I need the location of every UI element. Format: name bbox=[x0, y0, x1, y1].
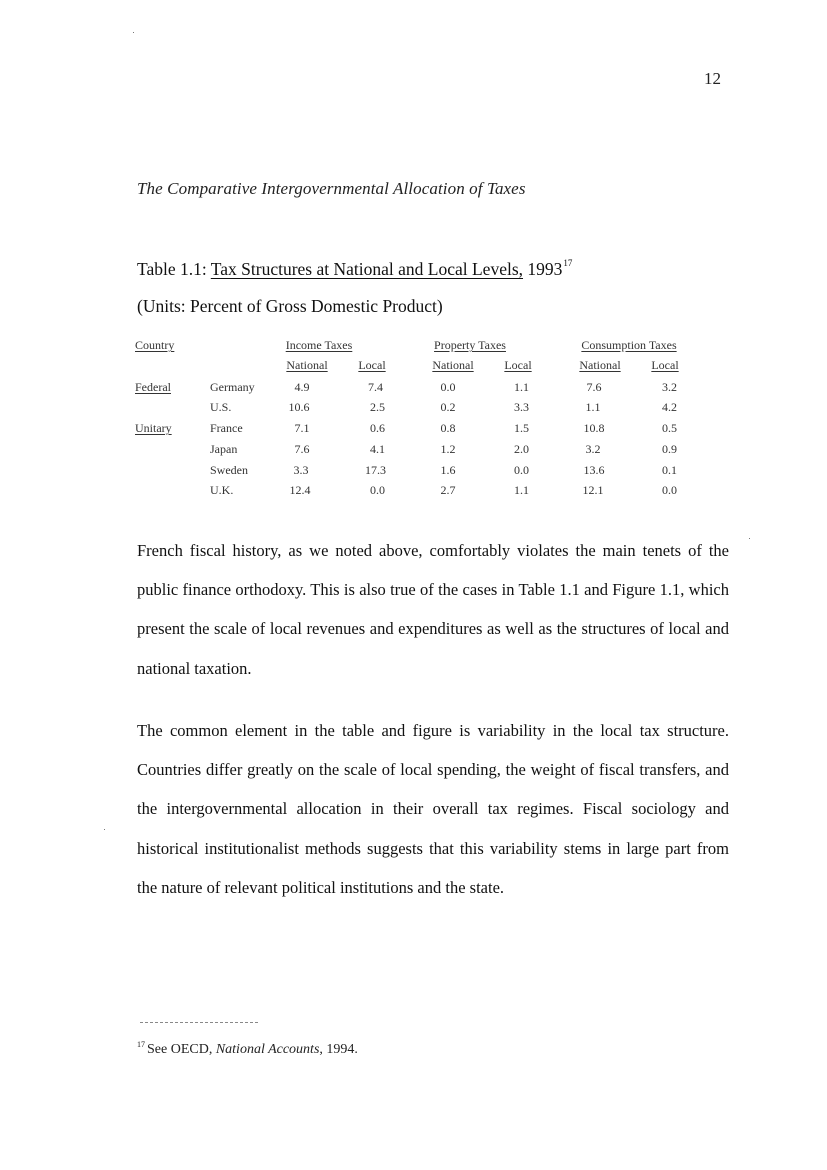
page-number: 12 bbox=[704, 69, 721, 88]
table-cell: 7.1 bbox=[294, 421, 310, 435]
table-cell: 0.5 bbox=[662, 421, 677, 435]
table-title-underlined: Tax Structures at National and Local Levels, bbox=[210, 259, 524, 279]
table-cell: 3.3 bbox=[514, 400, 529, 414]
footnote-italic: National Accounts bbox=[215, 1042, 320, 1057]
category-label-unitary: Unitary bbox=[135, 421, 172, 435]
header-group-property: Property Taxes bbox=[434, 338, 506, 352]
table-cell: 2.5 bbox=[370, 400, 385, 414]
footnote-rule bbox=[140, 1022, 258, 1023]
subheader-income-local: Local bbox=[358, 358, 386, 372]
table-cell: 12.4 bbox=[289, 483, 311, 497]
table-cell: 0.0 bbox=[440, 380, 456, 394]
header-group-consumption: Consumption Taxes bbox=[581, 338, 677, 352]
category-label-federal: Federal bbox=[135, 380, 171, 394]
footnote-mark: 17 bbox=[137, 1040, 145, 1049]
table-cell: 7.4 bbox=[368, 380, 383, 394]
table-row-country: Germany bbox=[210, 380, 255, 394]
table-cell: 10.8 bbox=[583, 421, 605, 435]
section-heading: The Comparative Intergovernmental Allocation of Taxes bbox=[137, 179, 526, 198]
table-cell: 1.1 bbox=[514, 380, 529, 394]
table-cell: 3.2 bbox=[662, 380, 677, 394]
table-cell: 0.1 bbox=[662, 463, 677, 477]
table-cell: 0.0 bbox=[514, 463, 529, 477]
table-cell: 0.6 bbox=[370, 421, 385, 435]
table-row-country: Sweden bbox=[210, 463, 248, 477]
table-cell: 7.6 bbox=[294, 442, 310, 456]
table-cell: 3.3 bbox=[293, 463, 309, 477]
table-title-footnote-mark: 17 bbox=[563, 258, 573, 268]
table-cell: 1.5 bbox=[514, 421, 529, 435]
subheader-consumption-national: National bbox=[579, 358, 621, 372]
table-cell: 3.2 bbox=[585, 442, 601, 456]
subheader-income-national: National bbox=[286, 358, 328, 372]
table-cell: 10.6 bbox=[288, 400, 310, 414]
table-cell: 0.0 bbox=[370, 483, 385, 497]
table-title bbox=[137, 258, 572, 280]
table-cell: 0.0 bbox=[662, 483, 677, 497]
body-paragraph-2: The common element in the table and figure is variability in the local tax structure. Countries differ greatly on the scale of local spending, the weight of fiscal transfers, and the intergovernmental allocation in their overall tax regimes. Fiscal sociology and historical institutionalist methods suggests that this variability stems in large part from the nature of relevant political institutions and the state. bbox=[137, 721, 729, 897]
table-title-suffix: 1993 bbox=[523, 259, 563, 279]
table-cell: 12.1 bbox=[582, 483, 604, 497]
subheader-property-national: National bbox=[432, 358, 474, 372]
table-cell: 0.9 bbox=[662, 442, 677, 456]
footnote-prefix: See OECD, bbox=[147, 1042, 216, 1057]
table-row-country: U.K. bbox=[210, 483, 234, 497]
footnote bbox=[137, 1040, 358, 1058]
table-cell: 2.0 bbox=[514, 442, 529, 456]
table-cell: 17.3 bbox=[365, 463, 386, 477]
table-row-country: U.S. bbox=[210, 400, 232, 414]
table-cell: 1.2 bbox=[440, 442, 456, 456]
table-cell: 4.2 bbox=[662, 400, 677, 414]
subheader-consumption-local: Local bbox=[651, 358, 679, 372]
table-cell: 13.6 bbox=[583, 463, 605, 477]
header-country: Country bbox=[135, 338, 175, 352]
table-cell: 1.1 bbox=[514, 483, 529, 497]
table-units: (Units: Percent of Gross Domestic Product) bbox=[137, 296, 443, 316]
table-cell: 1.6 bbox=[440, 463, 456, 477]
subheader-property-local: Local bbox=[504, 358, 532, 372]
table-cell: 0.8 bbox=[440, 421, 456, 435]
header-group-income: Income Taxes bbox=[285, 338, 353, 352]
table-row-country: Japan bbox=[210, 442, 238, 456]
table-cell: 7.6 bbox=[586, 380, 602, 394]
table-cell: 4.9 bbox=[294, 380, 310, 394]
footnote-suffix: , 1994. bbox=[319, 1042, 358, 1057]
table-cell: 0.2 bbox=[440, 400, 456, 414]
body-paragraph-1: French fiscal history, as we noted above, comfortably violates the main tenets of the public finance orthodoxy. This is also true of the cases in Table 1.1 and Figure 1.1, which present the scale of local revenues and expenditures as well as the structures of local and national taxation. bbox=[137, 541, 729, 678]
table-cell: 1.1 bbox=[585, 400, 601, 414]
table-cell: 2.7 bbox=[440, 483, 456, 497]
scan-speck bbox=[749, 538, 750, 539]
table-title-prefix: Table 1.1: bbox=[137, 259, 211, 279]
table-row-country: France bbox=[210, 421, 243, 435]
scan-speck bbox=[133, 32, 134, 33]
scan-speck bbox=[104, 829, 105, 830]
table-cell: 4.1 bbox=[370, 442, 385, 456]
